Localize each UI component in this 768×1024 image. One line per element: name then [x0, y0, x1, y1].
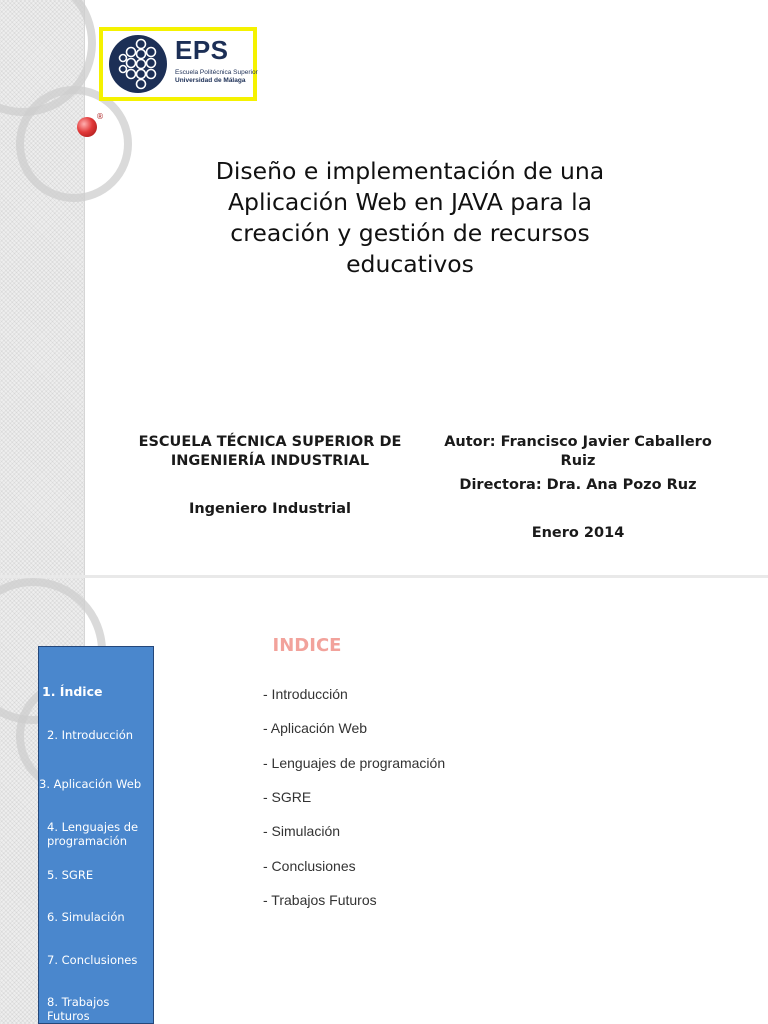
sidebar-nav — [38, 646, 154, 1024]
presentation-date: Enero 2014 — [531, 525, 625, 541]
eps-logo — [99, 27, 257, 101]
decorative-strip — [0, 0, 85, 575]
decor-ring — [16, 86, 132, 202]
logo-name: EPS — [175, 35, 229, 65]
sidebar-item-simulacion[interactable]: 6. Simulación — [47, 910, 125, 924]
sidebar-item-sgre[interactable]: 5. SGRE — [47, 868, 94, 882]
slide-title: Diseño e implementación de una Aplicación Web en JAVA para la creación y gestión de recursos educativos — [215, 157, 605, 278]
red-ball-icon — [77, 117, 97, 137]
toc-item: - Introducción — [263, 686, 348, 702]
sidebar-item-trabajos-futuros[interactable]: 8. Trabajos Futuros — [47, 995, 110, 1023]
sidebar-item-lenguajes[interactable]: 4. Lenguajes de programación — [47, 820, 139, 848]
toc-item: - Lenguajes de programación — [263, 755, 446, 771]
logo-line1: Escuela Politécnica Superior — [175, 69, 258, 76]
sidebar-item-introduccion[interactable]: 2. Introducción — [47, 728, 134, 742]
toc-item: - Conclusiones — [263, 858, 356, 874]
eps-logo-emblem-icon — [105, 31, 171, 97]
degree-name: Ingeniero Industrial — [188, 501, 352, 517]
index-slide — [0, 578, 768, 1024]
toc-item: - Simulación — [263, 823, 341, 839]
index-heading: INDICE — [272, 635, 342, 656]
school-name: ESCUELA TÉCNICA SUPERIOR DE INGENIERÍA INDUSTRIAL — [138, 434, 402, 469]
toc-item: - Trabajos Futuros — [263, 892, 377, 908]
sidebar-item-indice[interactable]: 1. Índice — [42, 684, 103, 699]
toc-item: - Aplicación Web — [263, 720, 368, 736]
author-name: Autor: Francisco Javier Caballero Ruiz — [444, 434, 712, 469]
sidebar-item-aplicacion-web[interactable]: 3. Aplicación Web — [39, 777, 142, 791]
registered-mark-icon: ® — [96, 112, 104, 121]
director-name: Directora: Dra. Ana Pozo Ruz — [459, 477, 697, 493]
logo-line2: Universidad de Málaga — [175, 77, 246, 84]
toc-item: - SGRE — [263, 789, 312, 805]
sidebar-item-conclusiones[interactable]: 7. Conclusiones — [47, 953, 138, 967]
